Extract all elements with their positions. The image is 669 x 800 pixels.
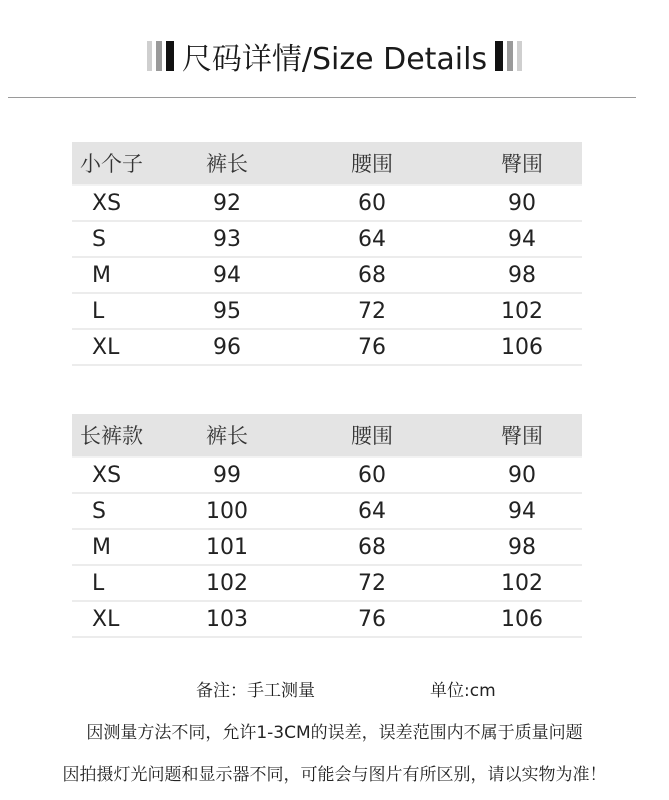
unit-text: 单位:cm [430,681,496,701]
table-row [72,330,582,366]
remark-text: 备注：手工测量 [196,681,315,701]
hip-cell: 90 [508,190,536,216]
size-cell: M [92,262,111,288]
length-cell: 101 [206,534,248,560]
hip-cell: 102 [501,298,543,324]
size-table-petite [72,142,582,366]
decor-bar [166,41,174,71]
header-cell-hip: 臀围 [501,152,543,176]
table-header [72,414,582,458]
hip-cell: 102 [501,570,543,596]
length-cell: 100 [206,498,248,524]
waist-cell: 72 [358,298,386,324]
length-cell: 103 [206,606,248,632]
length-cell: 102 [206,570,248,596]
table-header [72,142,582,186]
size-cell: XS [92,462,122,488]
size-cell: M [92,534,111,560]
size-cell: XL [92,606,120,632]
length-cell: 99 [213,462,241,488]
size-cell: L [92,298,105,324]
header-cell-waist: 腰围 [351,152,393,176]
header-cell-hip: 臀围 [501,424,543,448]
length-cell: 92 [213,190,241,216]
title-decoration-left [147,41,174,71]
hip-cell: 90 [508,462,536,488]
hip-cell: 106 [501,606,543,632]
waist-cell: 76 [358,606,386,632]
size-cell: L [92,570,105,596]
size-cell: XL [92,334,120,360]
size-cell: S [92,226,106,252]
waist-cell: 64 [358,226,386,252]
waist-cell: 64 [358,498,386,524]
table-row [72,222,582,258]
decor-bar [507,41,513,71]
length-cell: 95 [213,298,241,324]
note-row [0,676,669,700]
size-table-long [72,414,582,638]
tolerance-note: 因测量方法不同，允许1-3CM的误差，误差范围内不属于质量问题 [86,723,583,743]
hip-cell: 98 [508,534,536,560]
decor-bar [517,41,522,71]
title-divider [8,97,636,98]
header-cell-waist: 腰围 [351,424,393,448]
title-row [0,36,669,76]
hip-cell: 98 [508,262,536,288]
waist-cell: 72 [358,570,386,596]
header-cell-style: 长裤款 [80,424,143,448]
length-cell: 96 [213,334,241,360]
hip-cell: 94 [508,498,536,524]
hip-cell: 106 [501,334,543,360]
header-cell-length: 裤长 [206,152,248,176]
waist-cell: 68 [358,262,386,288]
hip-cell: 94 [508,226,536,252]
table-row [72,602,582,638]
table-row [72,530,582,566]
length-cell: 93 [213,226,241,252]
waist-cell: 68 [358,534,386,560]
waist-cell: 76 [358,334,386,360]
page-title: 尺码详情/Size Details [181,42,488,77]
waist-cell: 60 [358,190,386,216]
size-cell: S [92,498,106,524]
title-decoration-right [495,41,522,71]
table-row [72,494,582,530]
color-disclaimer: 因拍摄灯光问题和显示器不同，可能会与图片有所区别，请以实物为准！ [62,765,607,785]
table-row [72,458,582,494]
size-cell: XS [92,190,122,216]
decor-bar [156,41,162,71]
waist-cell: 60 [358,462,386,488]
header-cell-length: 裤长 [206,424,248,448]
table-row [72,258,582,294]
table-row [72,186,582,222]
decor-bar [495,41,503,71]
table-row [72,566,582,602]
header-cell-style: 小个子 [80,152,143,176]
length-cell: 94 [213,262,241,288]
decor-bar [147,41,152,71]
table-row [72,294,582,330]
